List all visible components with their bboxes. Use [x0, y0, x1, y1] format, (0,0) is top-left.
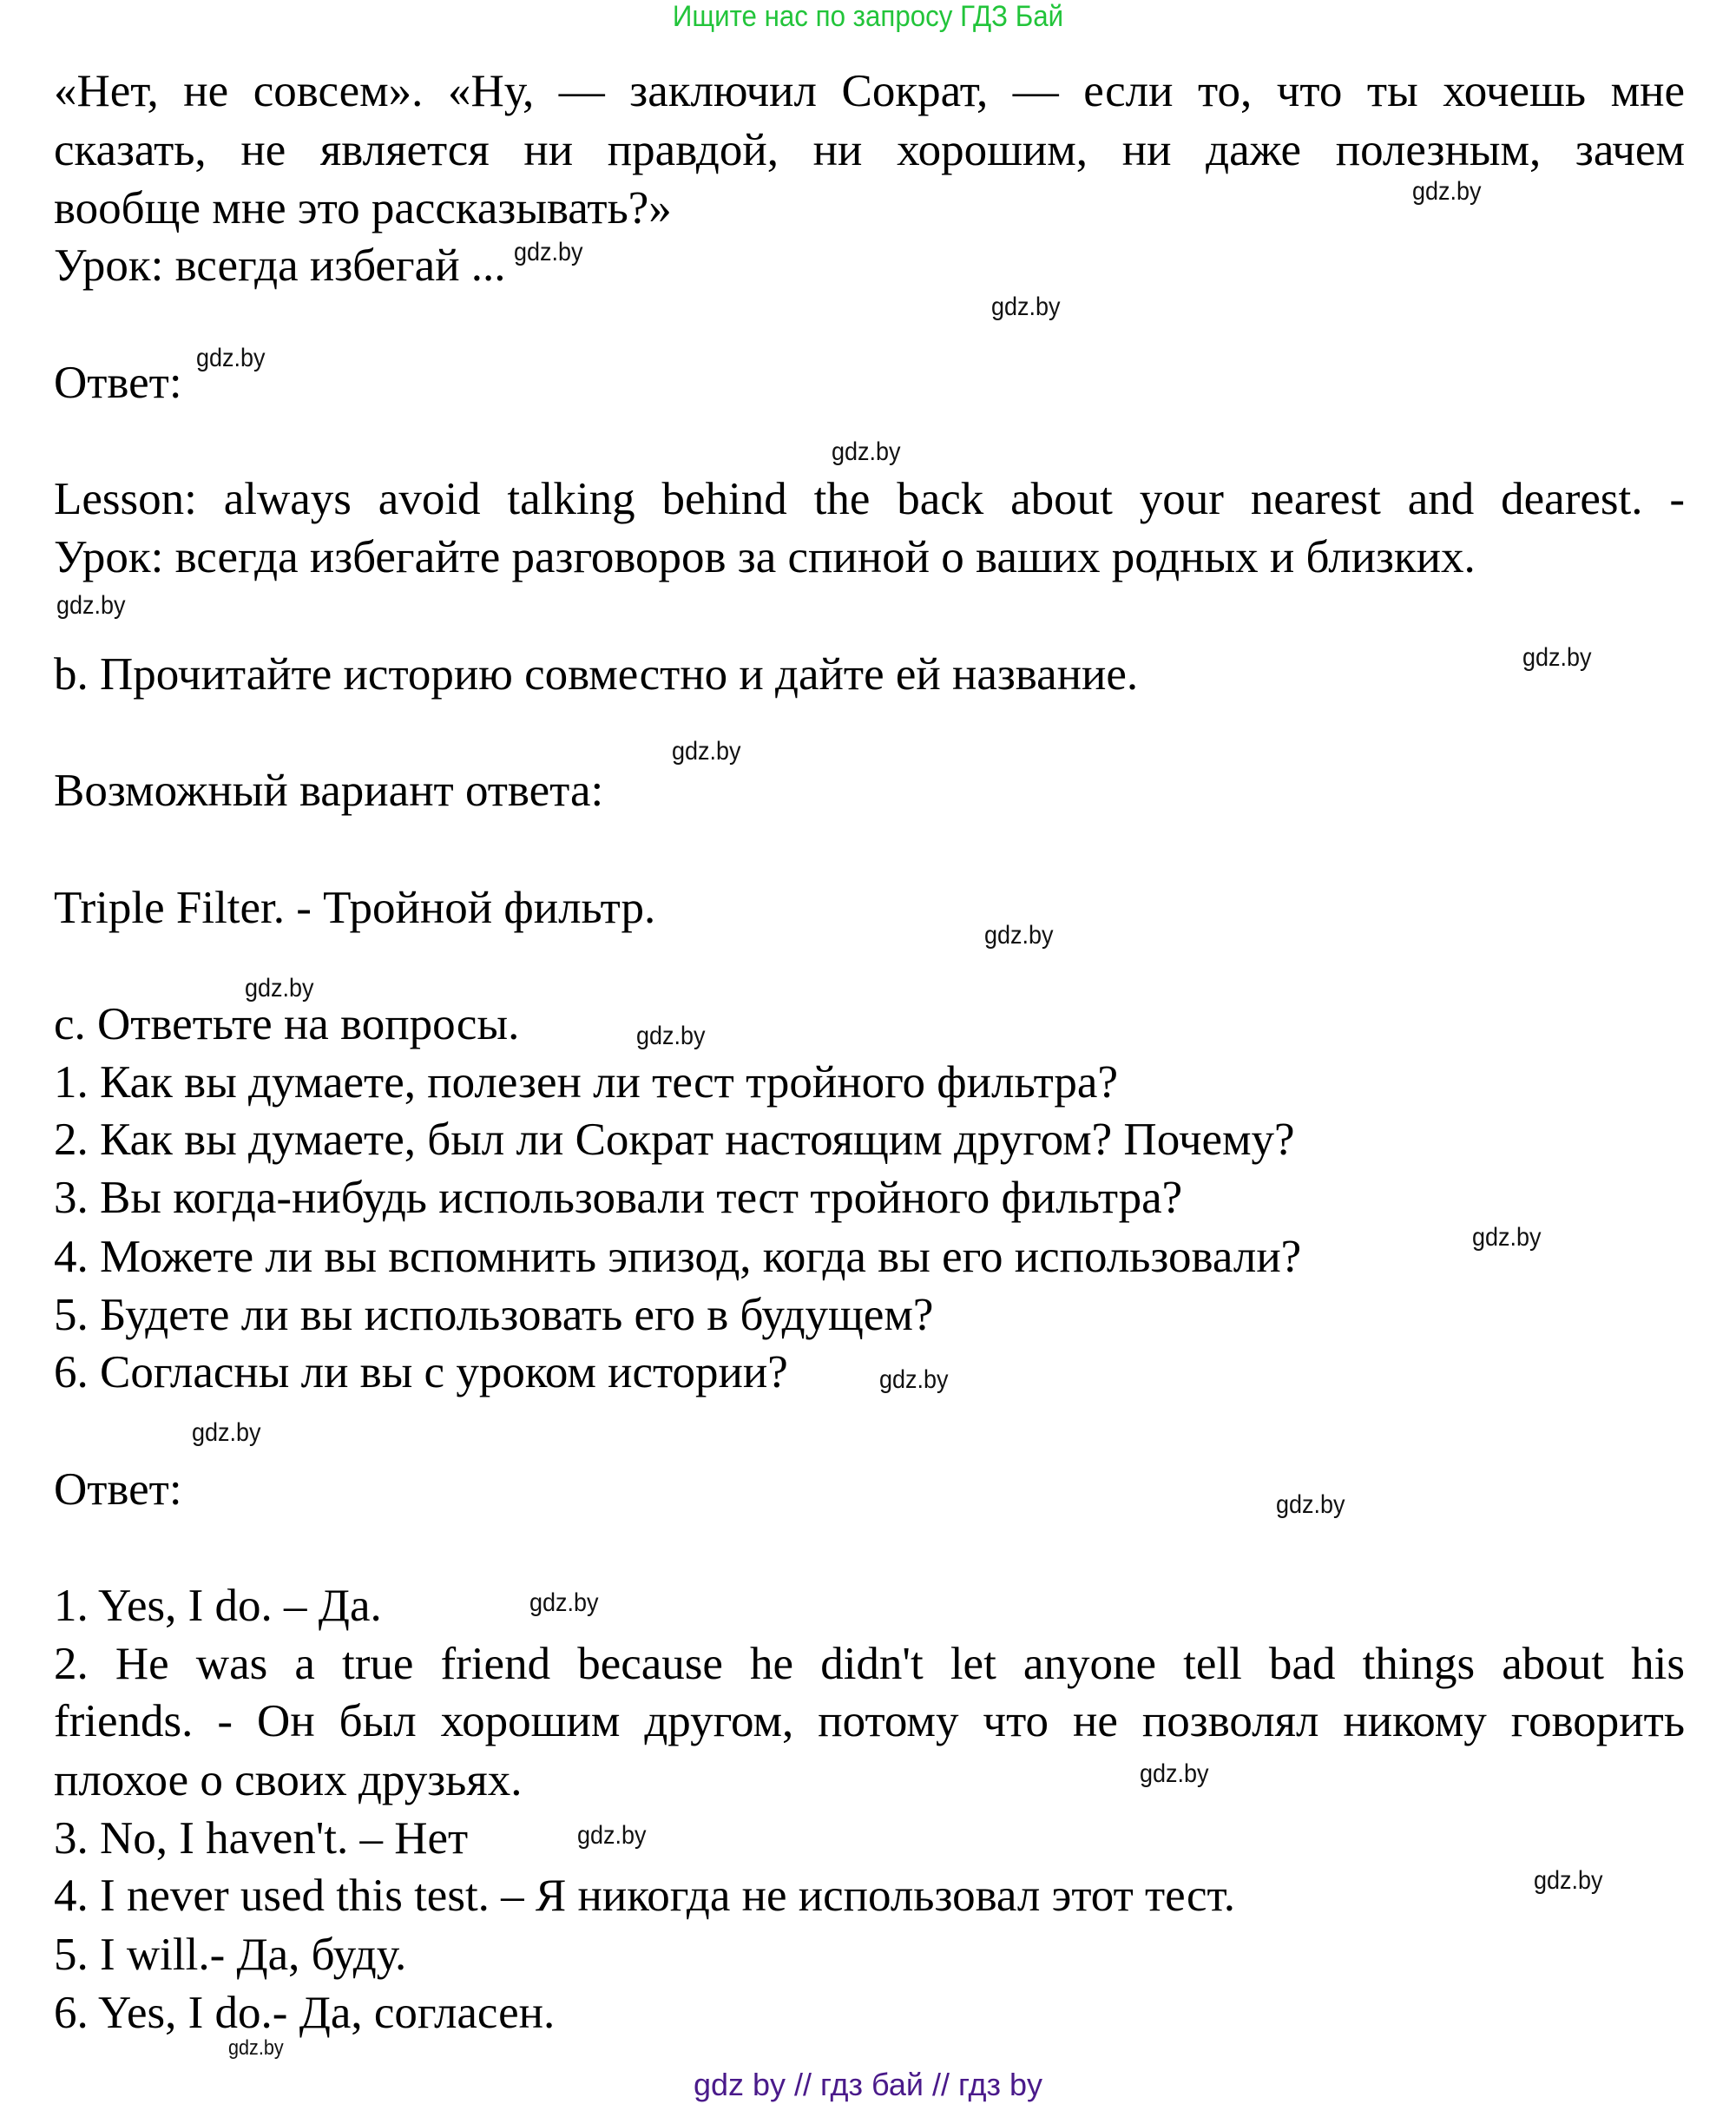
watermark: gdz.by [1534, 1866, 1603, 1895]
question-item: 6. Согласны ли вы с уроком истории? [54, 1347, 788, 1397]
watermark: gdz.by [636, 1022, 706, 1050]
answer-item: 1. Yes, I do. – Да. [54, 1581, 382, 1631]
task-heading: b. Прочитайте историю совместно и дайте ей название. [54, 649, 1139, 700]
watermark: gdz.by [245, 974, 314, 1003]
watermark: gdz.by [192, 1418, 261, 1447]
answer-item: 3. No, I haven't. – Нет [54, 1813, 469, 1864]
watermark: gdz.by [984, 921, 1054, 950]
watermark: gdz.by [1472, 1223, 1542, 1252]
text-line: Triple Filter. - Тройной фильтр. [54, 883, 656, 933]
question-item: 1. Как вы думаете, полезен ли тест тройного фильтра? [54, 1057, 1118, 1108]
watermark: gdz.by [196, 344, 266, 372]
answer-item: 6. Yes, I do.- Да, согласен. [54, 1988, 556, 2038]
watermark: gdz.by [577, 1821, 647, 1850]
text-line: вообще мне это рассказывать?» [54, 183, 672, 233]
question-item: 5. Будете ли вы использовать его в будущем? [54, 1290, 934, 1340]
watermark: gdz.by [1276, 1490, 1345, 1519]
watermark: gdz.by [1522, 643, 1592, 672]
watermark: gdz.by [672, 737, 741, 766]
watermark: gdz.by [879, 1365, 949, 1394]
answer-item: 4. I never used this test. – Я никогда не использовал этот тест. [54, 1871, 1235, 1921]
text-line: Возможный вариант ответа: [54, 766, 604, 816]
watermark: gdz.by [514, 238, 583, 266]
footer-links[interactable]: gdz by // гдз бай // гдз by [693, 2067, 1043, 2102]
question-item: 3. Вы когда-нибудь использовали тест тройного фильтра? [54, 1173, 1183, 1223]
task-heading: c. Ответьте на вопросы. [54, 999, 520, 1049]
watermark: gdz.by [832, 437, 901, 466]
text-line: Урок: всегда избегай ... [54, 240, 506, 291]
text-line: сказать, не является ни правдой, ни хорошим, ни даже полезным, зачем [54, 125, 1685, 175]
watermark: gdz.by [1140, 1759, 1209, 1788]
answer-heading: Ответ: [54, 358, 182, 408]
question-item: 2. Как вы думаете, был ли Сократ настоящим другом? Почему? [54, 1114, 1295, 1165]
watermark: gdz.by [991, 293, 1061, 321]
promo-banner: Ищите нас по запросу ГДЗ Бай [672, 0, 1064, 33]
text-line: «Нет, не совсем». «Ну, — заключил Сократ, — если то, что ты хочешь мне [54, 66, 1685, 116]
watermark: gdz.by [1412, 177, 1482, 206]
answer-item: 5. I will.- Да, буду. [54, 1930, 407, 1980]
answer-item: 2. He was a true friend because he didn't let anyone tell bad things about his [54, 1639, 1685, 1689]
text-line: Lesson: always avoid talking behind the back about your nearest and dearest. - [54, 474, 1685, 524]
text-line: Урок: всегда избегайте разговоров за спиной о ваших родных и близких. [54, 532, 1476, 582]
answer-item: friends. - Он был хорошим другом, потому что не позволял никому говорить [54, 1696, 1685, 1746]
question-item: 4. Можете ли вы вспомнить эпизод, когда вы его использовали? [54, 1232, 1302, 1282]
answer-item: плохое о своих друзьях. [54, 1755, 523, 1805]
watermark: gdz.by [529, 1588, 599, 1617]
watermark: gdz.by [228, 2036, 284, 2060]
watermark: gdz.by [56, 591, 126, 620]
answer-heading: Ответ: [54, 1464, 182, 1515]
